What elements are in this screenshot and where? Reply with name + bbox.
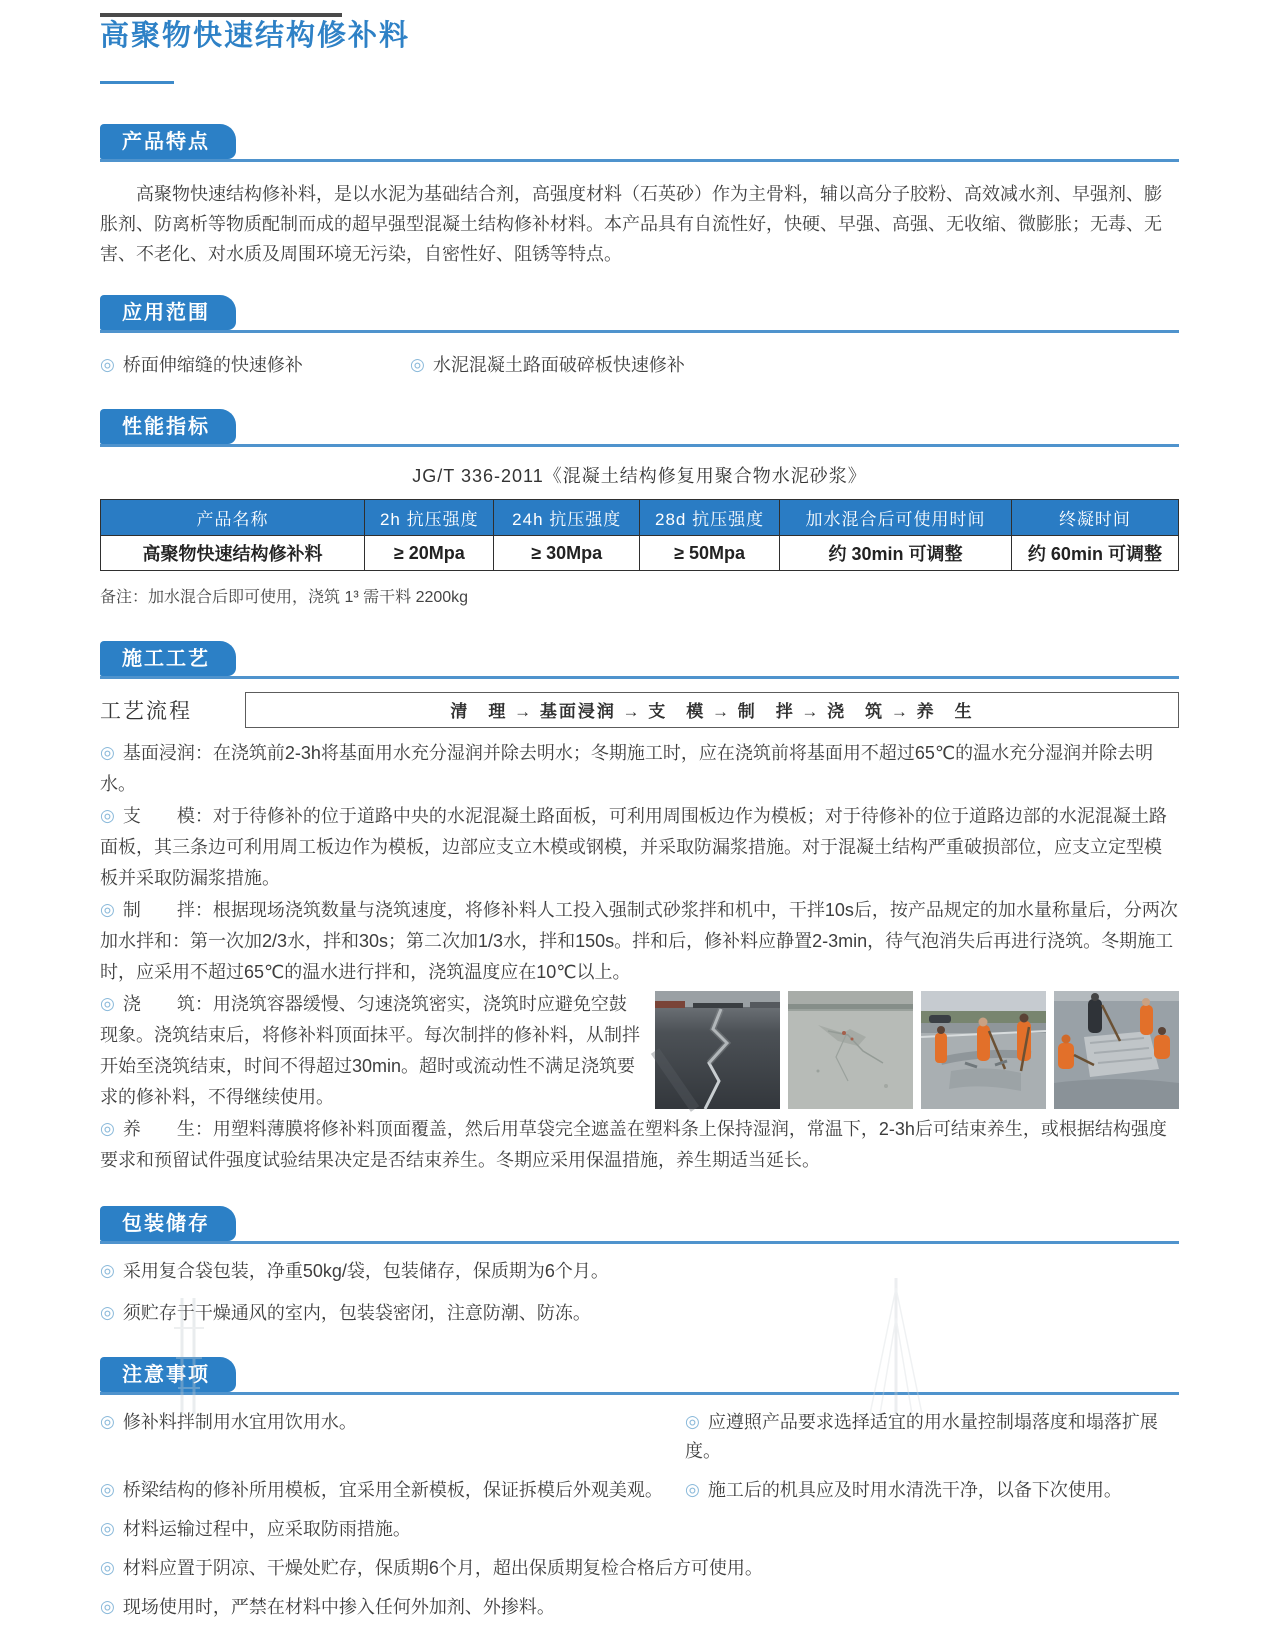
notes-row <box>100 1592 1179 1631</box>
column-header: 终凝时间 <box>1011 500 1178 536</box>
ring-bullet-icon: ◎ <box>100 1480 115 1499</box>
section-tab-packaging: 包装储存 <box>100 1206 236 1241</box>
process-steps <box>100 737 1179 1176</box>
ring-bullet-icon: ◎ <box>100 1558 115 1577</box>
note-item-text: 施工后的机具应及时用水清洗干净，以备下次使用。 <box>707 1480 1122 1500</box>
list-item <box>100 1256 1179 1286</box>
features-paragraph: 高聚物快速结构修补料，是以水泥为基础结合剂，高强度材料（石英砂）作为主骨料，辅以高分子胶粉、高效减水剂、早强剂、膨胀剂、防离析等物质配制而成的超早强型混凝土结构修补材料。本产品具有自流性好，快硬、早强、高强、无收缩、微膨胀；无毒、无害、不老化、对水质及周围环境无污染，自密性好、阻锈等特点。 <box>100 184 1162 264</box>
application-items <box>100 350 1179 380</box>
list-item <box>100 1475 685 1505</box>
section-process <box>100 641 1179 1176</box>
section-packaging <box>100 1206 1179 1328</box>
ring-bullet-icon: ◎ <box>100 806 115 825</box>
page-title: 高聚物快速结构修补料 <box>100 20 411 52</box>
ring-bullet-icon: ◎ <box>100 1119 115 1138</box>
section-header <box>100 1357 1179 1395</box>
table-cell: 约 30min 可调整 <box>780 536 1012 571</box>
note-item-text: 材料应置于阴凉、干燥处贮存，保质期6个月，超出保质期复检合格后方可使用。 <box>122 1558 763 1578</box>
notes-row <box>100 1475 1179 1514</box>
list-item <box>100 1298 1179 1328</box>
process-step-text: 养 生：用塑料薄膜将修补料顶面覆盖，然后用草袋完全遮盖在塑料条上保持湿润，常温下，2-3h后可结束养生，或根据结构强度要求和预留试件强度试验结果决定是否结束养生。冬期应采用保温措施，养生期适当延长。 <box>100 1119 1167 1170</box>
performance-table <box>100 499 1179 571</box>
dark-cracked-pavement-photo <box>655 991 780 1109</box>
process-step-text: 制 拌：根据现场浇筑数量与浇筑速度，将修补料人工投入强制式砂浆拌和机中，干拌10s后，按产品规定的加水量称量后，分两次加水拌和：第一次加2/3水，拌和30s；第二次加1/3水，拌和150s。拌和后，修补料应静置2-3min，待气泡消失后再进行浇筑。冬期施工时，应采用不超过65℃的温水进行拌和，浇筑温度应在10℃以上。 <box>100 900 1178 982</box>
application-item-label: 桥面伸缩缝的快速修补 <box>122 355 303 375</box>
table-cell: ≥ 50Mpa <box>639 536 779 571</box>
flow-label: 工艺流程 <box>100 700 192 723</box>
list-item <box>100 1514 685 1544</box>
packaging-items <box>100 1256 1179 1328</box>
column-header: 24h 抗压强度 <box>494 500 640 536</box>
notes-row <box>100 1407 1179 1475</box>
process-step <box>100 1113 1179 1176</box>
packaging-item-text: 采用复合袋包装，净重50kg/袋，包装储存，保质期为6个月。 <box>122 1261 609 1281</box>
section-tab-process: 施工工艺 <box>100 641 236 676</box>
ring-bullet-icon: ◎ <box>100 1597 115 1616</box>
notes-row <box>100 1553 1179 1592</box>
section-application <box>100 295 1179 380</box>
table-cell: 高聚物快速结构修补料 <box>101 536 365 571</box>
list-item <box>410 350 685 380</box>
list-item <box>100 1407 685 1466</box>
note-item-text: 材料运输过程中，应采取防雨措施。 <box>122 1519 411 1539</box>
ring-bullet-icon: ◎ <box>100 1261 115 1280</box>
concrete-patch-workers-photo <box>1054 991 1179 1109</box>
process-photos <box>655 991 1179 1109</box>
section-header <box>100 124 1179 162</box>
column-header: 产品名称 <box>101 500 365 536</box>
ring-bullet-icon: ◎ <box>100 355 115 374</box>
section-tab-performance: 性能指标 <box>100 409 236 444</box>
ring-bullet-icon: ◎ <box>100 900 115 919</box>
note-item-text: 应遵照产品要求选择适宜的用水量控制塌落度和塌落扩展度。 <box>685 1412 1158 1461</box>
list-item <box>100 1592 555 1622</box>
ring-bullet-icon: ◎ <box>685 1480 700 1499</box>
section-header <box>100 409 1179 447</box>
ring-bullet-icon: ◎ <box>100 1303 115 1322</box>
table-cell: 约 60min 可调整 <box>1011 536 1178 571</box>
road-repair-workers-photo <box>921 991 1046 1109</box>
flow-steps-box: 清 理 → 基面浸润 → 支 模 → 制 拌 → 浇 筑 → 养 生 <box>245 692 1179 728</box>
list-item <box>100 1553 763 1583</box>
section-header <box>100 295 1179 333</box>
section-tab-application: 应用范围 <box>100 295 236 330</box>
concrete-surface-crack-photo <box>788 991 913 1109</box>
note-item-text: 修补料拌制用水宜用饮用水。 <box>122 1412 357 1432</box>
process-step-text: 基面浸润：在浇筑前2-3h将基面用水充分湿润并除去明水；冬期施工时，应在浇筑前将基面用不超过65℃的温水充分湿润并除去明水。 <box>100 743 1154 794</box>
section-tab-notes: 注意事项 <box>100 1357 236 1392</box>
process-step-text: 浇 筑：用浇筑容器缓慢、匀速浇筑密实，浇筑时应避免空鼓现象。浇筑结束后，将修补料顶面抹平。每次制拌的修补料，从制拌开始至浇筑结束，时间不得超过30min。超时或流动性不满足浇筑要求的修补料，不得继续使用。 <box>100 994 640 1107</box>
list-item <box>685 1475 1179 1505</box>
note-item-text: 桥梁结构的修补所用模板，宜采用全新模板，保证拆模后外观美观。 <box>122 1480 663 1500</box>
process-step <box>100 894 1179 988</box>
process-flow <box>100 692 1179 728</box>
packaging-item-text: 须贮存于干燥通风的室内，包装袋密闭，注意防潮、防冻。 <box>122 1303 591 1323</box>
section-header <box>100 641 1179 679</box>
ring-bullet-icon: ◎ <box>100 743 115 762</box>
list-item <box>685 1407 1179 1466</box>
ring-bullet-icon: ◎ <box>100 1519 115 1538</box>
process-step-text: 支 模：对于待修补的位于道路中央的水泥混凝土路面板，可利用周围板边作为模板；对于待修补的位于道路边部的水泥混凝土路面板，其三条边可利用周工板边作为模板，边部应支立木模或钢模，并采取防漏浆措施。对于混凝土结构严重破损部位，应支立定型模板并采取防漏浆措施。 <box>100 806 1167 888</box>
ring-bullet-icon: ◎ <box>410 355 425 374</box>
section-performance <box>100 409 1179 607</box>
note-item-text: 现场使用时，严禁在材料中掺入任何外加剂、外掺料。 <box>122 1597 555 1617</box>
application-item-label: 水泥混凝土路面破碎板快速修补 <box>432 355 685 375</box>
ring-bullet-icon: ◎ <box>685 1412 700 1431</box>
section-notes <box>100 1357 1179 1631</box>
table-row <box>101 536 1179 571</box>
notes-items <box>100 1407 1179 1631</box>
ring-bullet-icon: ◎ <box>100 994 115 1013</box>
table-remark: 备注：加水混合后即可使用，浇筑 1³ 需干料 2200kg <box>100 589 469 606</box>
product-datasheet-page <box>0 13 1279 1617</box>
process-step <box>100 800 1179 894</box>
standard-reference: JG/T 336-2011《混凝土结构修复用聚合物水泥砂浆》 <box>412 466 867 486</box>
column-header: 28d 抗压强度 <box>639 500 779 536</box>
notes-row <box>100 1514 1179 1553</box>
section-header <box>100 1206 1179 1244</box>
table-header-row <box>101 500 1179 536</box>
table-cell: ≥ 30Mpa <box>494 536 640 571</box>
ring-bullet-icon: ◎ <box>100 1412 115 1431</box>
table-cell: ≥ 20Mpa <box>365 536 494 571</box>
process-step <box>100 737 1179 800</box>
list-item <box>100 350 410 380</box>
column-header: 2h 抗压强度 <box>365 500 494 536</box>
title-underline <box>100 81 174 84</box>
section-features <box>100 124 1179 269</box>
column-header: 加水混合后可使用时间 <box>780 500 1012 536</box>
section-tab-features: 产品特点 <box>100 124 236 159</box>
